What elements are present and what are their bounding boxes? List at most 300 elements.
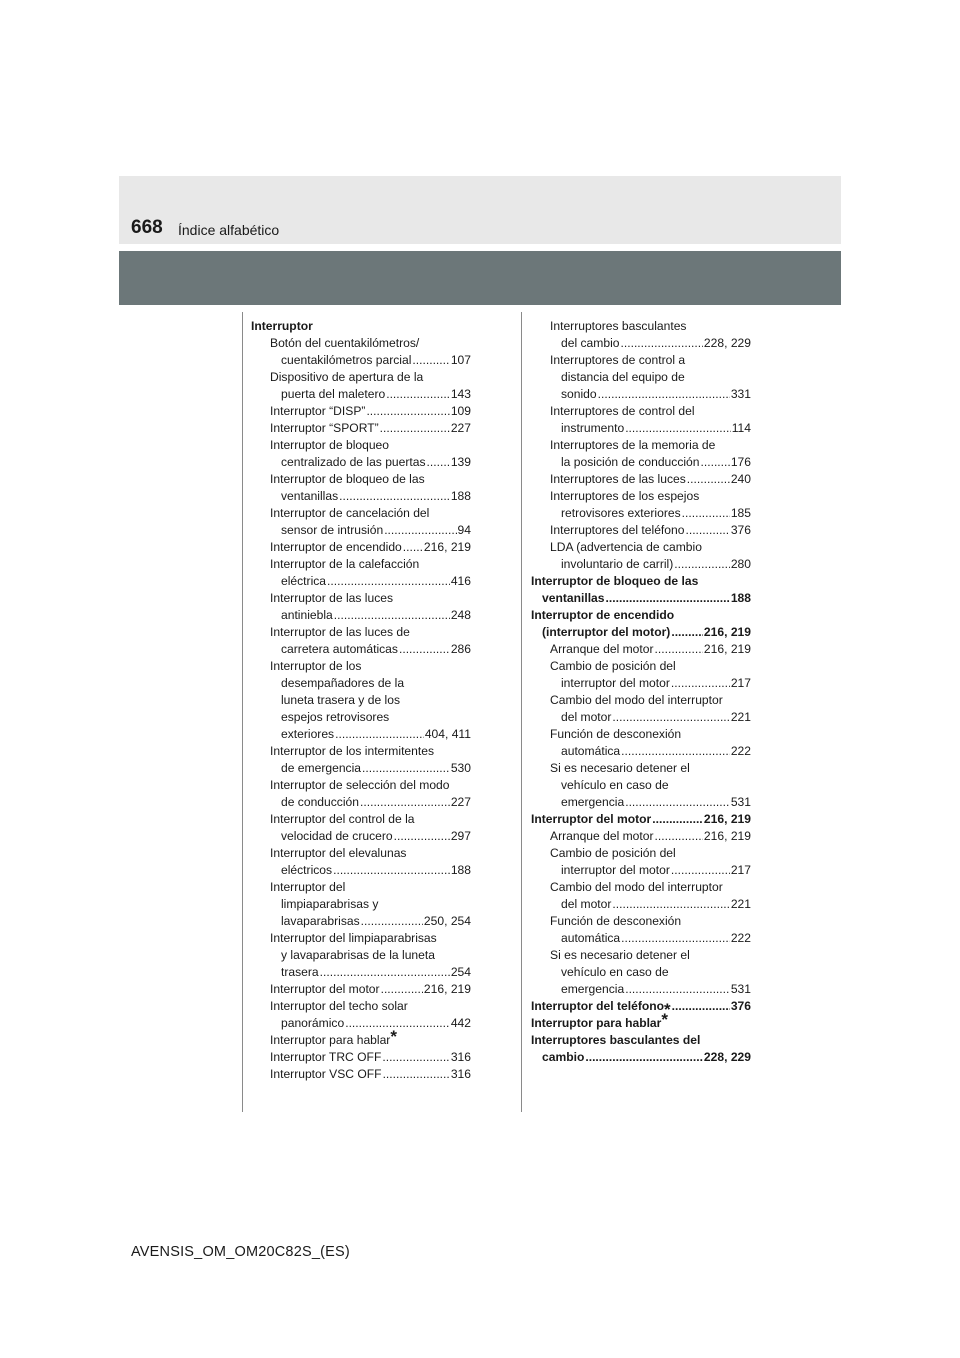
index-entry-text: de conducción bbox=[281, 795, 359, 809]
index-entry-label: Interruptores basculantes del bbox=[531, 1033, 701, 1047]
index-column-left bbox=[251, 318, 471, 1083]
dot-leader bbox=[403, 539, 423, 556]
index-entry-text: sensor de intrusión bbox=[281, 523, 384, 537]
index-entry-text bbox=[270, 811, 471, 828]
index-entry-text bbox=[531, 1010, 751, 1032]
index-entry-label: Cambio del modo del interruptor bbox=[550, 693, 723, 707]
page-reference: 221 bbox=[730, 710, 751, 724]
index-entry-text bbox=[550, 352, 751, 369]
index-entry bbox=[531, 352, 751, 403]
index-entry-label: Interruptores de control del bbox=[550, 404, 695, 418]
index-entry-line bbox=[550, 522, 751, 539]
index-entry-label: Cambio de posición del bbox=[550, 846, 676, 860]
footnote-asterisk: * bbox=[664, 1000, 671, 1019]
index-entry-line bbox=[270, 828, 471, 845]
index-entry-text: (interruptor del motor) bbox=[542, 625, 671, 639]
index-entry-text: emergencia bbox=[561, 795, 625, 809]
index-entry-text bbox=[550, 437, 751, 454]
index-entry-line bbox=[270, 641, 471, 658]
dot-leader bbox=[612, 896, 729, 913]
index-entry-label: Cambio de posición del bbox=[550, 659, 676, 673]
index-entry-text bbox=[550, 539, 751, 556]
index-entry-text bbox=[270, 335, 471, 352]
index-entry-text: Interruptor VSC OFF bbox=[270, 1067, 382, 1081]
index-entry-label: Función de desconexión bbox=[550, 914, 682, 928]
index-entry-text bbox=[270, 845, 471, 862]
index-entry-label: Interruptor de la calefacción bbox=[270, 557, 420, 571]
index-entry bbox=[531, 318, 751, 352]
index-entry-text: trasera bbox=[281, 965, 319, 979]
index-entry-line bbox=[270, 539, 471, 556]
index-entry bbox=[251, 1066, 471, 1083]
page-reference: 176 bbox=[730, 455, 751, 469]
dot-leader bbox=[625, 981, 730, 998]
index-entry bbox=[251, 777, 471, 811]
index-entry bbox=[531, 726, 751, 760]
footnote-asterisk: * bbox=[661, 1010, 668, 1029]
index-entry-text: velocidad de crucero bbox=[281, 829, 393, 843]
index-entry-text bbox=[270, 437, 471, 454]
index-entry bbox=[251, 505, 471, 539]
index-entry-line bbox=[550, 828, 751, 845]
page-reference: 416 bbox=[450, 574, 471, 588]
index-entry-label: Interruptor de las luces de bbox=[270, 625, 410, 639]
index-entry-text: sonido bbox=[561, 387, 597, 401]
index-entry-text bbox=[270, 896, 471, 913]
index-entry-text bbox=[550, 726, 751, 743]
index-entry-label: vehículo en caso de bbox=[561, 965, 669, 979]
index-entry-text: retrovisores exteriores bbox=[561, 506, 681, 520]
page-reference: 216, 219 bbox=[423, 982, 471, 996]
index-entry-text: interruptor del motor bbox=[561, 676, 670, 690]
index-entry-text: Interruptor del motor bbox=[531, 812, 652, 826]
page-reference: 216, 219 bbox=[703, 812, 751, 826]
dot-leader bbox=[384, 522, 456, 539]
index-entry-line bbox=[550, 454, 751, 471]
index-entry-label: Interruptor de los intermitentes bbox=[270, 744, 435, 758]
index-entry-line bbox=[550, 420, 751, 437]
dot-leader bbox=[606, 590, 730, 607]
index-entry bbox=[531, 539, 751, 573]
page-reference: 139 bbox=[450, 455, 471, 469]
index-entry-text: del motor bbox=[561, 710, 612, 724]
index-entry-text bbox=[270, 709, 471, 726]
index-entry-label: Interruptor del elevalunas bbox=[270, 846, 407, 860]
dot-leader bbox=[335, 726, 424, 743]
dot-leader bbox=[360, 794, 450, 811]
index-entry-text: del motor bbox=[561, 897, 612, 911]
dot-leader bbox=[327, 573, 450, 590]
index-entry-line bbox=[550, 862, 751, 879]
index-entry-text: emergencia bbox=[561, 982, 625, 996]
index-entry-text bbox=[270, 675, 471, 692]
dot-leader bbox=[386, 386, 450, 403]
index-entry-line bbox=[550, 675, 751, 692]
dot-leader bbox=[674, 556, 730, 573]
dot-leader bbox=[333, 862, 450, 879]
page-reference: 316 bbox=[450, 1067, 471, 1081]
index-entry-line bbox=[270, 760, 471, 777]
page-reference: 227 bbox=[450, 421, 471, 435]
index-entry bbox=[531, 522, 751, 539]
page-reference: 114 bbox=[731, 421, 751, 435]
index-entry-text: centralizado de las puertas bbox=[281, 455, 426, 469]
index-entry-text bbox=[270, 369, 471, 386]
page-reference: 316 bbox=[450, 1050, 471, 1064]
index-entry-line bbox=[531, 1049, 751, 1066]
index-entry-line bbox=[550, 505, 751, 522]
index-entry-line bbox=[270, 913, 471, 930]
dot-leader bbox=[345, 1015, 450, 1032]
index-entry-text bbox=[270, 1027, 471, 1049]
index-entry-text bbox=[550, 947, 751, 964]
index-entry-line bbox=[270, 454, 471, 471]
dot-leader bbox=[671, 624, 703, 641]
index-entry bbox=[531, 1032, 751, 1066]
index-entry bbox=[531, 845, 751, 879]
page-reference: 442 bbox=[450, 1016, 471, 1030]
dot-leader bbox=[362, 760, 450, 777]
index-entry-text bbox=[270, 505, 471, 522]
dot-leader bbox=[361, 913, 423, 930]
index-entry-label: Interruptor de bloqueo de las bbox=[270, 472, 425, 486]
page-reference: 240 bbox=[730, 472, 751, 486]
index-entry-text bbox=[550, 403, 751, 420]
index-entry bbox=[251, 556, 471, 590]
dot-leader bbox=[585, 1049, 703, 1066]
index-entry bbox=[251, 1027, 471, 1049]
dot-leader bbox=[339, 488, 450, 505]
index-entry-label: y lavaparabrisas de la luneta bbox=[281, 948, 435, 962]
index-entry-label: Interruptor de cancelación del bbox=[270, 506, 430, 520]
dot-leader bbox=[701, 454, 730, 471]
index-entry-line bbox=[270, 607, 471, 624]
index-entry-label: Interruptores de la memoria de bbox=[550, 438, 716, 452]
page-reference: 297 bbox=[450, 829, 471, 843]
document-code: AVENSIS_OM_OM20C82S_(ES) bbox=[131, 1244, 350, 1260]
index-entry-text bbox=[550, 318, 751, 335]
page-reference: 531 bbox=[730, 795, 751, 809]
index-entry-label: Interruptor del bbox=[270, 880, 346, 894]
index-entry-line bbox=[270, 403, 471, 420]
index-entry-text bbox=[270, 692, 471, 709]
index-entry-line bbox=[270, 1066, 471, 1083]
index-entry-label: Interruptor de selección del modo bbox=[270, 778, 450, 792]
dot-leader bbox=[612, 709, 729, 726]
index-entry-line bbox=[550, 335, 751, 352]
index-entry bbox=[251, 539, 471, 556]
index-entry-text bbox=[270, 743, 471, 760]
page-reference: 254 bbox=[450, 965, 471, 979]
index-entry-text: Arranque del motor bbox=[550, 642, 654, 656]
index-entry bbox=[251, 420, 471, 437]
left-column-rule bbox=[242, 312, 243, 1112]
index-entry-line bbox=[531, 624, 751, 641]
page-reference: 222 bbox=[730, 931, 751, 945]
page-reference: 228, 229 bbox=[703, 336, 751, 350]
page-reference: 280 bbox=[730, 557, 751, 571]
index-entry bbox=[251, 318, 471, 335]
index-entry-text bbox=[550, 488, 751, 505]
index-entry-label: Interruptor de bloqueo de las bbox=[531, 574, 699, 588]
dot-leader bbox=[655, 641, 703, 658]
index-entry-text bbox=[550, 692, 751, 709]
index-entry-label: Interruptor para hablar bbox=[270, 1033, 391, 1047]
index-entry bbox=[531, 607, 751, 641]
index-entry-label: Cambio del modo del interruptor bbox=[550, 880, 723, 894]
index-entry-label: Si es necesario detener el bbox=[550, 761, 690, 775]
index-entry-text: de emergencia bbox=[281, 761, 362, 775]
index-entry-line bbox=[550, 386, 751, 403]
dot-leader bbox=[655, 828, 703, 845]
index-entry bbox=[531, 828, 751, 845]
dot-leader bbox=[625, 420, 731, 437]
dot-leader bbox=[380, 420, 450, 437]
index-entry-line bbox=[550, 641, 751, 658]
dot-leader bbox=[412, 352, 449, 369]
index-entry bbox=[251, 930, 471, 981]
index-entry-text: cuentakilómetros parcial bbox=[281, 353, 412, 367]
page-reference: 227 bbox=[450, 795, 471, 809]
index-entry-line bbox=[270, 488, 471, 505]
index-entry-text bbox=[251, 318, 471, 335]
page-reference: 376 bbox=[730, 999, 751, 1013]
index-entry-line bbox=[550, 709, 751, 726]
index-entry bbox=[531, 471, 751, 488]
index-entry-text bbox=[531, 573, 751, 590]
index-entry-label: Interruptor para hablar bbox=[531, 1016, 662, 1030]
index-entry-label: Dispositivo de apertura de la bbox=[270, 370, 424, 384]
index-entry-line bbox=[550, 471, 751, 488]
index-entry-line bbox=[270, 862, 471, 879]
index-entry-label: Interruptor del control de la bbox=[270, 812, 415, 826]
page-reference: 217 bbox=[730, 863, 751, 877]
index-entry bbox=[251, 998, 471, 1032]
page-reference: 404, 411 bbox=[424, 727, 471, 741]
index-entry-text bbox=[270, 777, 471, 794]
index-entry-label: LDA (advertencia de cambio bbox=[550, 540, 702, 554]
index-column-right bbox=[531, 318, 751, 1066]
page-reference: 530 bbox=[450, 761, 471, 775]
index-entry bbox=[531, 879, 751, 913]
index-entry bbox=[251, 471, 471, 505]
index-entry bbox=[251, 1049, 471, 1066]
index-entry bbox=[251, 845, 471, 879]
index-entry-line bbox=[270, 1049, 471, 1066]
index-entry-text bbox=[270, 556, 471, 573]
page-reference: 376 bbox=[730, 523, 751, 537]
index-entry-text bbox=[550, 760, 751, 777]
page-reference: 188 bbox=[450, 863, 471, 877]
index-entry-text: instrumento bbox=[561, 421, 625, 435]
page-reference: 185 bbox=[730, 506, 751, 520]
dot-leader bbox=[621, 743, 730, 760]
dot-leader bbox=[399, 641, 450, 658]
index-entry-text: puerta del maletero bbox=[281, 387, 386, 401]
dot-leader bbox=[394, 828, 450, 845]
index-entry bbox=[251, 590, 471, 624]
index-entry bbox=[251, 879, 471, 930]
index-entry-line bbox=[550, 556, 751, 573]
index-entry-label: Si es necesario detener el bbox=[550, 948, 690, 962]
index-entry-line bbox=[270, 386, 471, 403]
dot-leader bbox=[598, 386, 730, 403]
index-entry-label: Interruptor del techo solar bbox=[270, 999, 408, 1013]
index-entry-label: Función de desconexión bbox=[550, 727, 682, 741]
index-entry-label: luneta trasera y de los bbox=[281, 693, 400, 707]
index-entry-text bbox=[550, 658, 751, 675]
index-entry-line bbox=[270, 522, 471, 539]
index-entry bbox=[531, 573, 751, 607]
index-entry-text: Arranque del motor bbox=[550, 829, 654, 843]
index-entry-line bbox=[270, 420, 471, 437]
index-entry bbox=[531, 913, 751, 947]
index-entry-line bbox=[531, 590, 751, 607]
dot-leader bbox=[672, 998, 730, 1015]
index-entry-line bbox=[270, 964, 471, 981]
index-entry bbox=[531, 403, 751, 437]
index-entry-text: la posición de conducción bbox=[561, 455, 700, 469]
index-entry-text: exteriores bbox=[281, 727, 335, 741]
index-entry-line bbox=[270, 981, 471, 998]
page-reference: 94 bbox=[457, 523, 471, 537]
index-entry-line bbox=[550, 896, 751, 913]
index-entry bbox=[251, 658, 471, 743]
index-entry-label: Interruptor bbox=[251, 319, 313, 333]
page-reference: 228, 229 bbox=[703, 1050, 751, 1064]
index-entry-text: eléctrica bbox=[281, 574, 327, 588]
index-entry-label: Botón del cuentakilómetros/ bbox=[270, 336, 420, 350]
index-entry bbox=[531, 658, 751, 692]
page-reference: 216, 219 bbox=[703, 829, 751, 843]
dot-leader bbox=[427, 454, 450, 471]
index-entry-text bbox=[270, 998, 471, 1015]
index-entry-text bbox=[270, 590, 471, 607]
index-entry-text: Interruptor de encendido bbox=[270, 540, 402, 554]
index-entry-text: Interruptor TRC OFF bbox=[270, 1050, 382, 1064]
index-entry-line bbox=[550, 794, 751, 811]
page-reference: 221 bbox=[730, 897, 751, 911]
right-column-rule bbox=[521, 312, 522, 1112]
index-entry bbox=[531, 947, 751, 998]
dot-leader bbox=[687, 471, 730, 488]
index-entry-text bbox=[531, 1032, 751, 1049]
index-entry-text: Interruptores del teléfono bbox=[550, 523, 685, 537]
page-reference: 216, 219 bbox=[423, 540, 471, 554]
index-entry-label: Interruptor de las luces bbox=[270, 591, 394, 605]
dot-leader bbox=[621, 930, 730, 947]
dot-leader bbox=[671, 862, 730, 879]
index-entry-text: ventanillas bbox=[542, 591, 605, 605]
index-entry-text: Interruptor “SPORT” bbox=[270, 421, 379, 435]
index-entry-text: automática bbox=[561, 744, 621, 758]
header-dark-band bbox=[119, 251, 841, 305]
index-entry bbox=[251, 369, 471, 403]
index-entry-label: Interruptor de los bbox=[270, 659, 362, 673]
index-entry bbox=[531, 811, 751, 828]
index-entry-text bbox=[270, 947, 471, 964]
index-entry-line bbox=[270, 726, 471, 743]
index-entry-text bbox=[550, 913, 751, 930]
index-entry-label: espejos retrovisores bbox=[281, 710, 390, 724]
index-entry-line bbox=[550, 981, 751, 998]
index-entry-text: del cambio bbox=[561, 336, 620, 350]
index-entry-text: automática bbox=[561, 931, 621, 945]
page-reference: 248 bbox=[450, 608, 471, 622]
dot-leader bbox=[334, 607, 450, 624]
index-entry-text: interruptor del motor bbox=[561, 863, 670, 877]
index-entry-label: distancia del equipo de bbox=[561, 370, 685, 384]
page-reference: 143 bbox=[450, 387, 471, 401]
dot-leader bbox=[382, 1049, 449, 1066]
index-entry-line bbox=[550, 743, 751, 760]
index-entry bbox=[531, 437, 751, 471]
page-reference: 286 bbox=[450, 642, 471, 656]
page-reference: 222 bbox=[730, 744, 751, 758]
index-entry-label: Interruptor del limpiaparabrisas bbox=[270, 931, 437, 945]
index-entry-line bbox=[531, 811, 751, 828]
index-entry bbox=[531, 488, 751, 522]
index-entry-label: Interruptores basculantes bbox=[550, 319, 687, 333]
dot-leader bbox=[366, 403, 449, 420]
index-entry-text: carretera automáticas bbox=[281, 642, 398, 656]
index-entry-text bbox=[550, 964, 751, 981]
index-entry bbox=[251, 624, 471, 658]
dot-leader bbox=[383, 1066, 450, 1083]
index-entry bbox=[251, 743, 471, 777]
section-title: Índice alfabético bbox=[178, 222, 280, 238]
page-reference: 216, 219 bbox=[703, 642, 751, 656]
dot-leader bbox=[682, 505, 730, 522]
index-entry-text: panorámico bbox=[281, 1016, 345, 1030]
index-entry-text: eléctricos bbox=[281, 863, 333, 877]
index-entry-label: Interruptor de bloqueo bbox=[270, 438, 390, 452]
index-entry-text: ventanillas bbox=[281, 489, 339, 503]
index-entry-text: Interruptores de las luces bbox=[550, 472, 686, 486]
index-entry bbox=[531, 641, 751, 658]
page-reference: 250, 254 bbox=[423, 914, 471, 928]
page-number: 668 bbox=[131, 217, 163, 238]
index-entry-label: limpiaparabrisas y bbox=[281, 897, 379, 911]
index-entry-text: Interruptor del teléfono bbox=[531, 999, 665, 1013]
page-reference: 109 bbox=[450, 404, 471, 418]
index-entry-text: Interruptor del motor bbox=[270, 982, 380, 996]
index-entry-text: involuntario de carril) bbox=[561, 557, 674, 571]
index-entry-text bbox=[270, 658, 471, 675]
index-entry bbox=[531, 692, 751, 726]
index-entry-text bbox=[550, 845, 751, 862]
index-entry bbox=[531, 760, 751, 811]
index-entry-text bbox=[550, 879, 751, 896]
index-entry-text bbox=[550, 369, 751, 386]
index-entry-text: antiniebla bbox=[281, 608, 333, 622]
index-entry-text bbox=[531, 607, 751, 624]
page-reference: 531 bbox=[730, 982, 751, 996]
dot-leader bbox=[621, 335, 703, 352]
dot-leader bbox=[625, 794, 730, 811]
index-entry bbox=[251, 403, 471, 420]
dot-leader bbox=[652, 811, 703, 828]
index-entry-text bbox=[270, 624, 471, 641]
index-entry-line bbox=[270, 573, 471, 590]
index-entry-text: cambio bbox=[542, 1050, 585, 1064]
index-entry-line bbox=[270, 794, 471, 811]
index-entry-label: Interruptor de encendido bbox=[531, 608, 675, 622]
index-entry-label: Interruptores de los espejos bbox=[550, 489, 700, 503]
index-entry bbox=[531, 1010, 751, 1032]
index-entry-line bbox=[531, 998, 751, 1019]
index-entry bbox=[251, 811, 471, 845]
